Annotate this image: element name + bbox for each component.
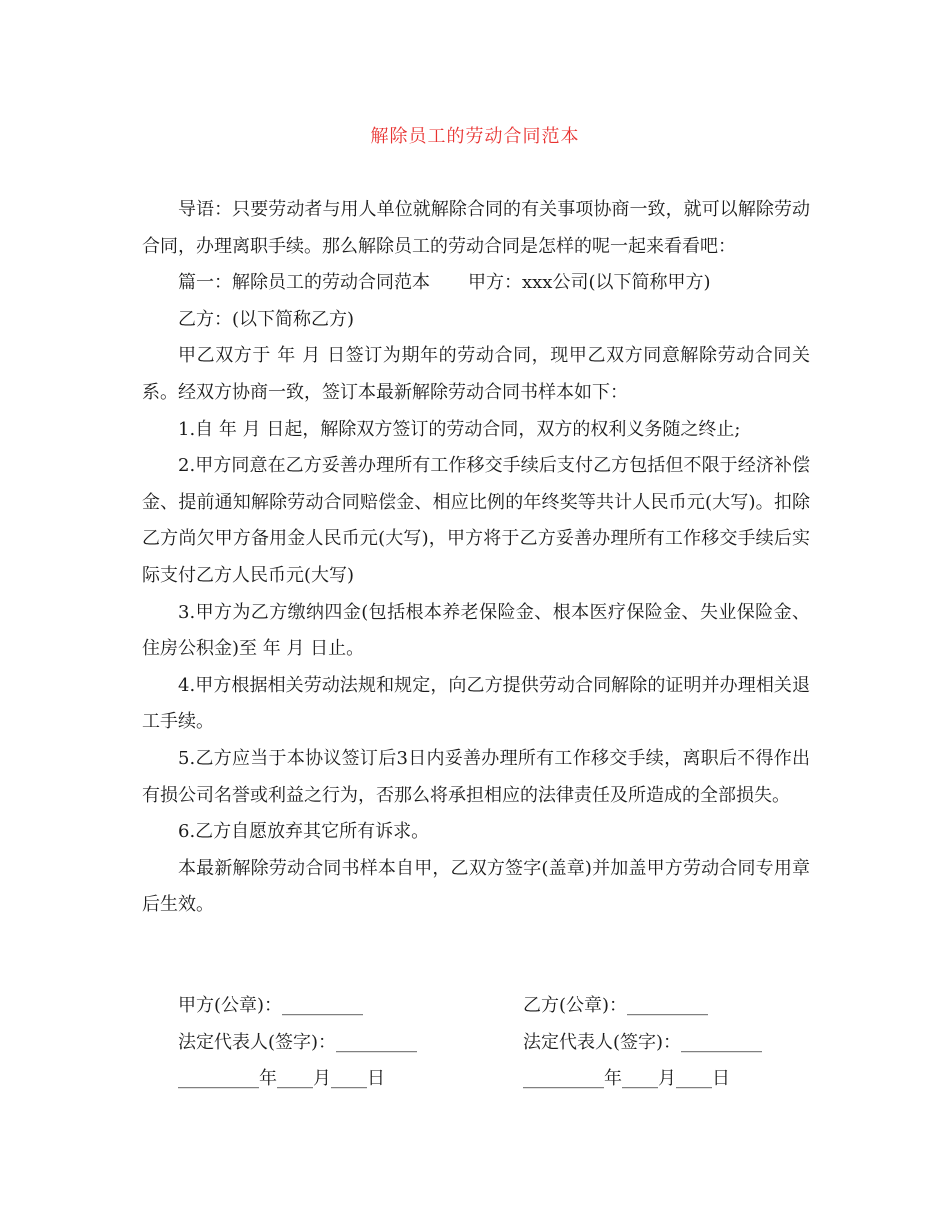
intro-paragraph: 导语：只要劳动者与用人单位就解除合同的有关事项协商一致，就可以解除劳动合同，办理离职手续。那么解除员工的劳动合同是怎样的呢一起来看看吧：: [142, 199, 810, 257]
party-a-line: 甲方：xxx公司(以下简称甲方): [468, 272, 711, 294]
party-a-date-line: _________年____月____日: [178, 1068, 385, 1090]
signature-block-party-a: [178, 988, 417, 1098]
clause-5: 5.乙方应当于本协议签订后3日内妥善办理所有工作移交手续，离职后不得作出有损公司名誉或利益之行为，否那么将承担相应的法律责任及所造成的全部损失。: [142, 747, 810, 806]
party-b-line: 乙方：(以下简称乙方): [178, 308, 355, 330]
clause-1: 1.自 年 月 日起，解除双方签订的劳动合同，双方的权利义务随之终止;: [178, 418, 741, 440]
clause-3: 3.甲方为乙方缴纳四金(包括根本养老保险金、根本医疗保险金、失业保险金、住房公积金)至 年 月 日止。: [142, 601, 810, 660]
part-label: 篇一：解除员工的劳动合同范本: [178, 272, 430, 294]
party-b-date-line: _________年____月____日: [523, 1068, 730, 1090]
document-body: [142, 192, 810, 924]
party-a-seal-line: 甲方(公章)：_________: [178, 995, 364, 1016]
clause-6: 6.乙方自愿放弃其它所有诉求。: [178, 821, 430, 843]
part-heading-line: [142, 265, 810, 302]
party-a-representative-line: 法定代表人(签字)：_________: [178, 1031, 418, 1053]
document-title: 解除员工的劳动合同范本: [370, 126, 580, 147]
signature-block-party-b: [523, 988, 762, 1098]
party-b-representative-line: 法定代表人(签字)：_________: [523, 1031, 763, 1053]
party-b-seal-line: 乙方(公章)：_________: [523, 995, 709, 1016]
preamble-paragraph: 甲乙双方于 年 月 日签订为期年的劳动合同，现甲乙双方同意解除劳动合同关系。经双方协商一致，签订本最新解除劳动合同书样本如下：: [142, 345, 810, 403]
effective-paragraph: 本最新解除劳动合同书样本自甲，乙双方签字(盖章)并加盖甲方劳动合同专用章后生效。: [142, 857, 810, 916]
clause-4: 4.甲方根据相关劳动法规和规定，向乙方提供劳动合同解除的证明并办理相关退工手续。: [142, 674, 810, 733]
clause-2: 2.甲方同意在乙方妥善办理所有工作移交手续后支付乙方包括但不限于经济补偿金、提前通知解除劳动合同赔偿金、相应比例的年终奖等共计人民币元(大写)。扣除乙方尚欠甲方备用金人民币元(大写)，甲方将于乙方妥善办理所有工作移交手续后实际支付乙方人民币元(大写): [142, 455, 810, 586]
